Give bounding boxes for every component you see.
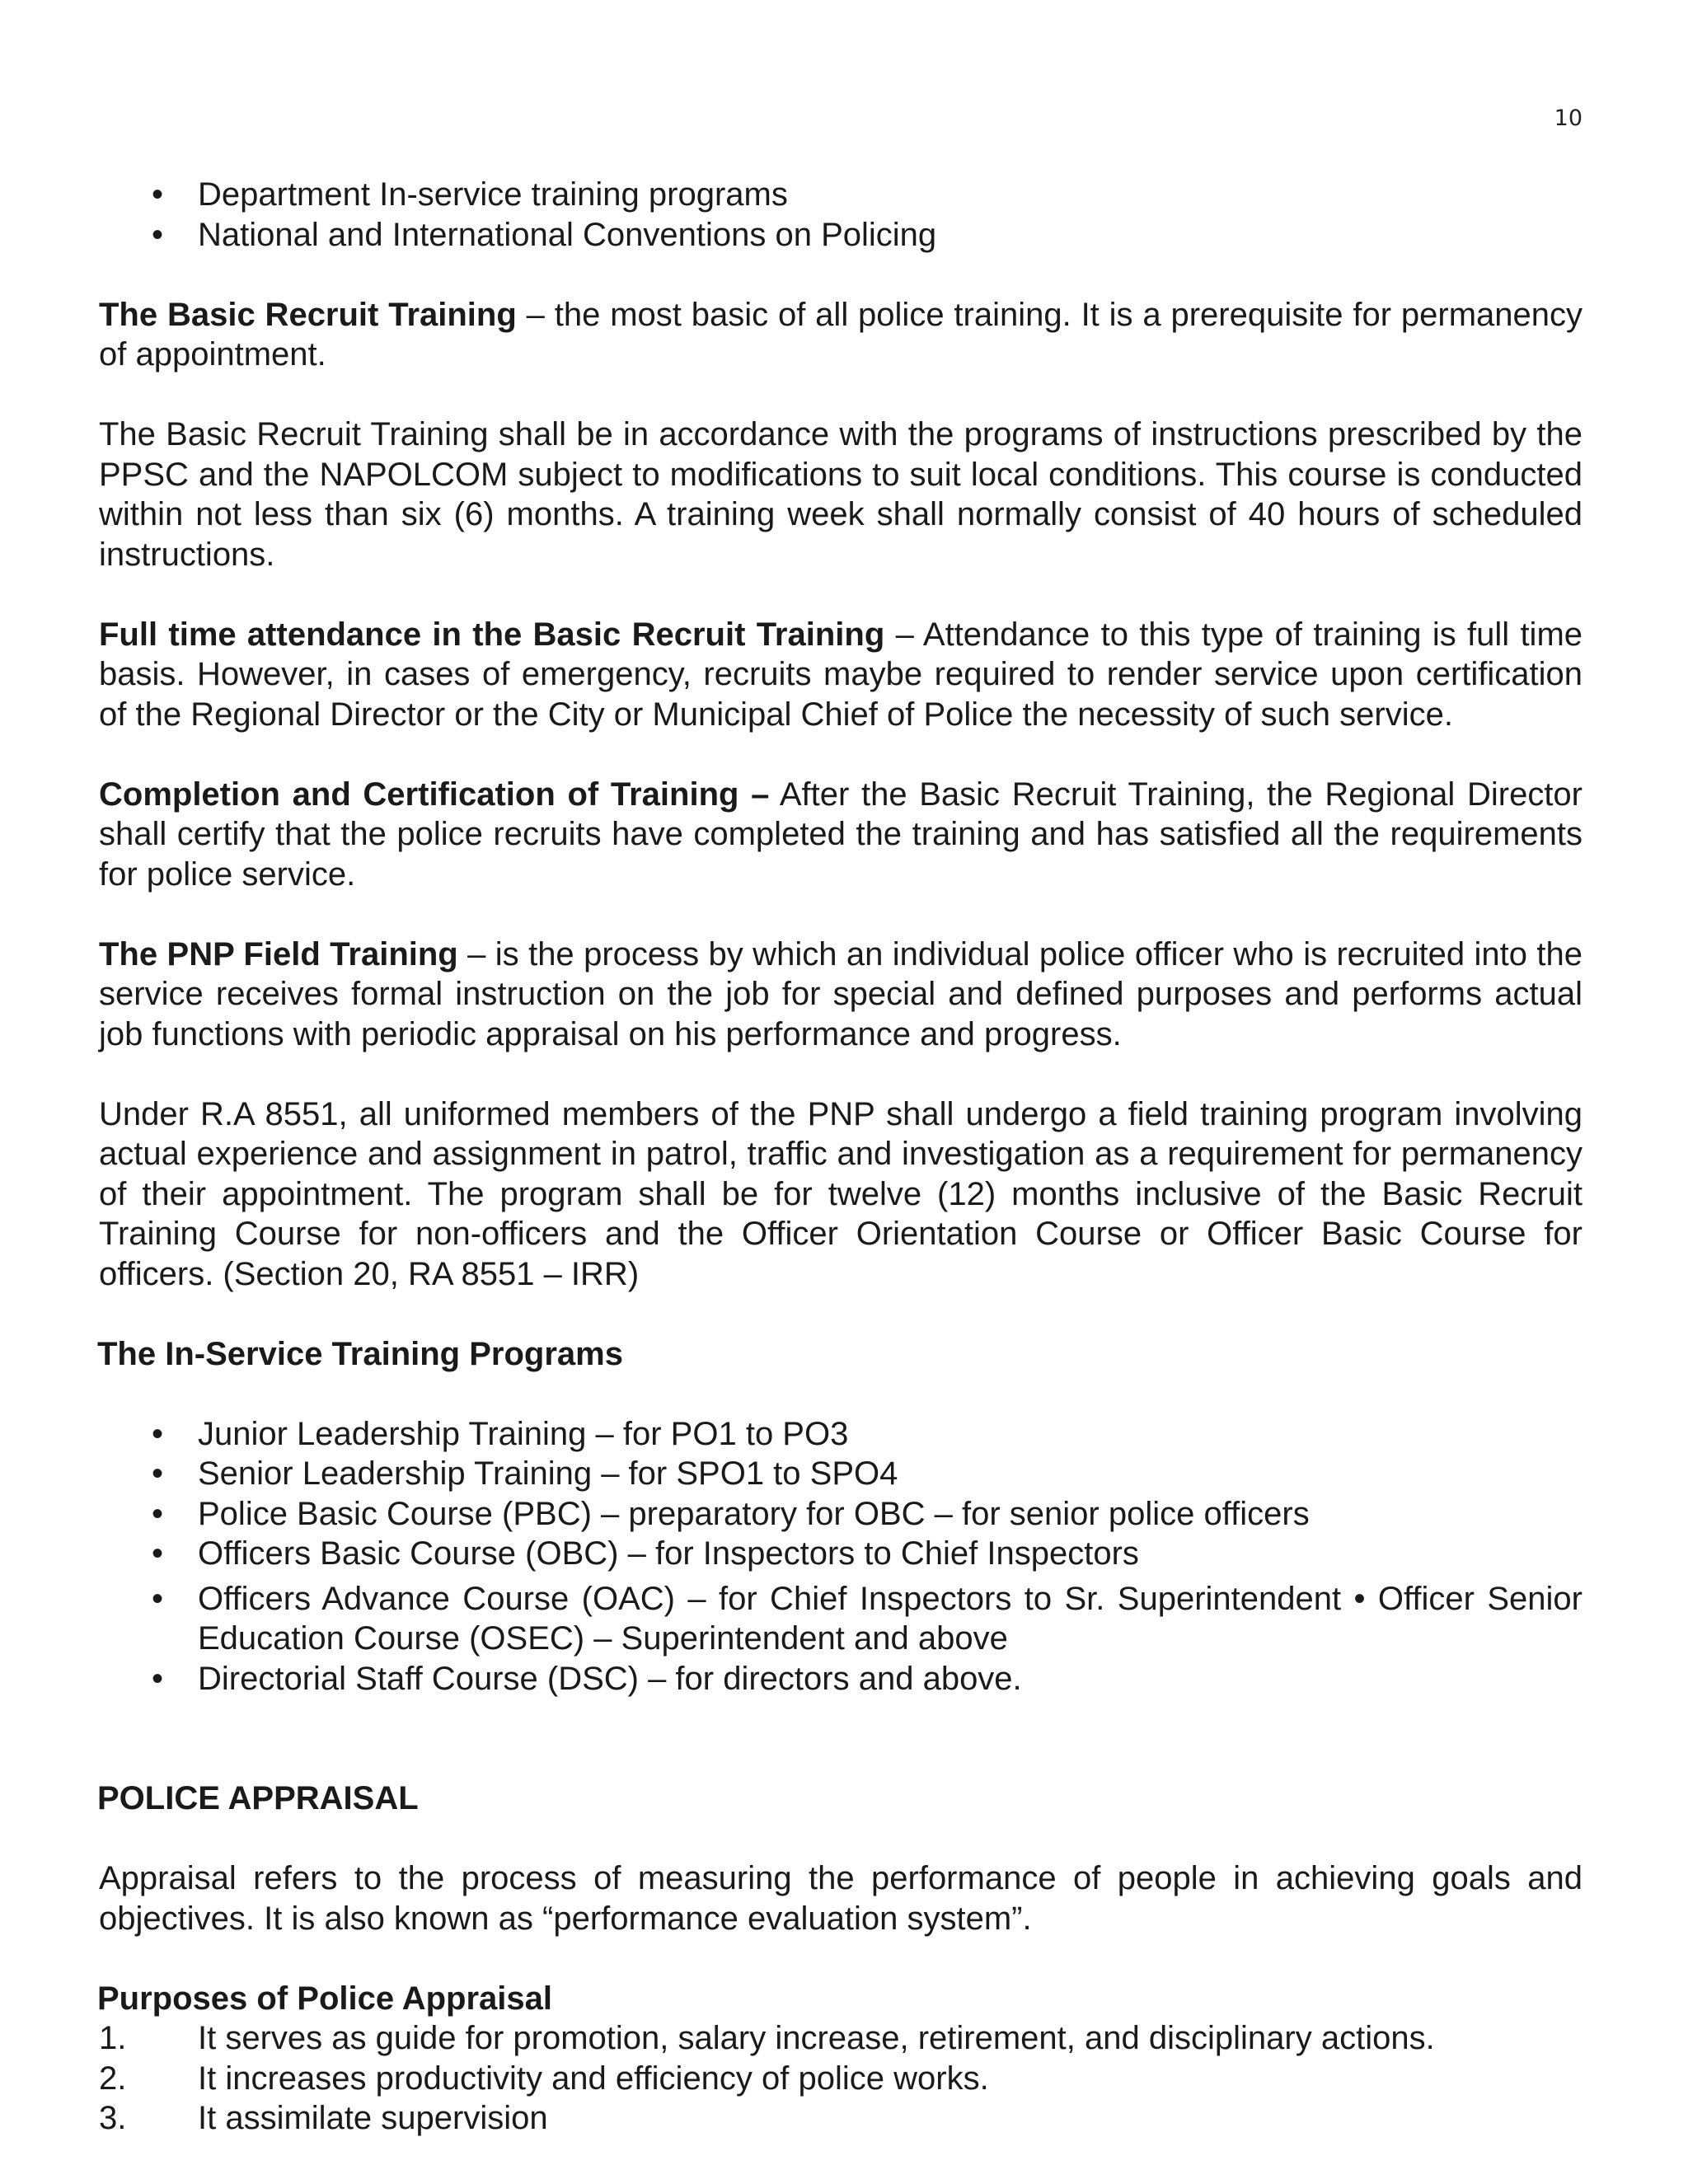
list-item: • Department In-service training programs <box>99 175 1582 215</box>
intro-bullet-list <box>99 175 1582 255</box>
list-item: • Officers Basic Course (OBC) – for Inspectors to Chief Inspectors <box>99 1534 1582 1574</box>
bullet-icon: • <box>152 176 164 213</box>
list-number: 1. <box>99 2020 127 2056</box>
purposes-heading: Purposes of Police Appraisal <box>97 1980 553 2017</box>
list-item: • Junior Leadership Training – for PO1 to PO3 <box>99 1414 1582 1455</box>
purposes-list <box>99 2018 1582 2139</box>
list-item: • Officers Advance Course (OAC) – for Chief Inspectors to Sr. Superintendent • Officer Senior Education Course (OSEC) – Superintendent and above <box>152 1580 1582 1657</box>
bullet-icon: • <box>152 1535 164 1572</box>
ra8551-paragraph: Under R.A 8551, all uniformed members of the PNP shall undergo a field training program involving actual experience and assignment in patrol, traffic and investigation as a requirement for permanency of their appointment. The program shall be for twelve (12) months inclusive of the Basic Recruit Training Course for non-officers and the Officer Orientation Course or Officer Basic Course for officers. (Section 20, RA 8551 – IRR) <box>99 1095 1582 1292</box>
list-number: 2. <box>99 2060 127 2097</box>
completion-paragraph: Completion and Certification of Training – After the Basic Recruit Training, the Regional Director shall certify that the police recruits have completed the training and has satisfied all the requirements for police service. <box>99 776 1582 893</box>
list-number: 3. <box>99 2100 127 2136</box>
list-item: 1. It serves as guide for promotion, salary increase, retirement, and disciplinary actions. <box>99 2018 1582 2059</box>
basic-recruit-paragraph: The Basic Recruit Training – the most basic of all police training. It is a prerequisite for permanency of appointment. <box>99 296 1582 373</box>
bullet-icon: • <box>152 1495 164 1532</box>
bullet-icon: • <box>152 216 164 253</box>
appraisal-definition: Appraisal refers to the process of measuring the performance of people in achieving goals and objectives. It is also known as “performance evaluation system”. <box>99 1860 1582 1937</box>
list-item: 2. It increases productivity and efficiency of police works. <box>99 2059 1582 2099</box>
document-body <box>99 175 1582 2139</box>
bullet-icon: • <box>152 1660 164 1697</box>
basic-recruit-term: The Basic Recruit Training <box>99 296 517 333</box>
in-service-heading: The In-Service Training Programs <box>97 1335 623 1372</box>
list-item: • National and International Conventions on Policing <box>99 215 1582 255</box>
bullet-icon: • <box>152 1580 164 1617</box>
field-training-term: The PNP Field Training <box>99 935 458 972</box>
field-training-paragraph: The PNP Field Training – is the process by which an individual police officer who is recruited into the service receives formal instruction on the job for special and defined purposes and performs actual job functions with periodic appraisal on his performance and progress. <box>99 935 1583 1052</box>
bullet-icon: • <box>152 1455 164 1492</box>
full-time-term: Full time attendance in the Basic Recruit Training <box>99 616 885 653</box>
list-item: • Senior Leadership Training – for SPO1 to SPO4 <box>99 1454 1582 1494</box>
list-item: 3. It assimilate supervision <box>99 2098 1582 2139</box>
bullet-icon: • <box>152 1415 164 1452</box>
full-time-paragraph: Full time attendance in the Basic Recruit Training – Attendance to this type of training is full time basis. However, in cases of emergency, recruits maybe required to render service upon certification of the Regional Director or the City or Municipal Chief of Police the necessity of such service. <box>99 616 1583 733</box>
page-number: 10 <box>1554 105 1582 131</box>
completion-term: Completion and Certification of Training – <box>99 776 770 813</box>
list-item: • Police Basic Course (PBC) – preparatory for OBC – for senior police officers <box>99 1494 1582 1535</box>
basic-recruit-details: The Basic Recruit Training shall be in accordance with the programs of instructions prescribed by the PPSC and the NAPOLCOM subject to modifications to suit local conditions. This course is conducted within not less than six (6) months. A training week shall normally consist of 40 hours of scheduled instructions. <box>99 416 1582 573</box>
in-service-list <box>99 1414 1582 1699</box>
list-item: • Directorial Staff Course (DSC) – for directors and above. <box>99 1659 1582 1699</box>
police-appraisal-heading: POLICE APPRAISAL <box>97 1780 419 1816</box>
